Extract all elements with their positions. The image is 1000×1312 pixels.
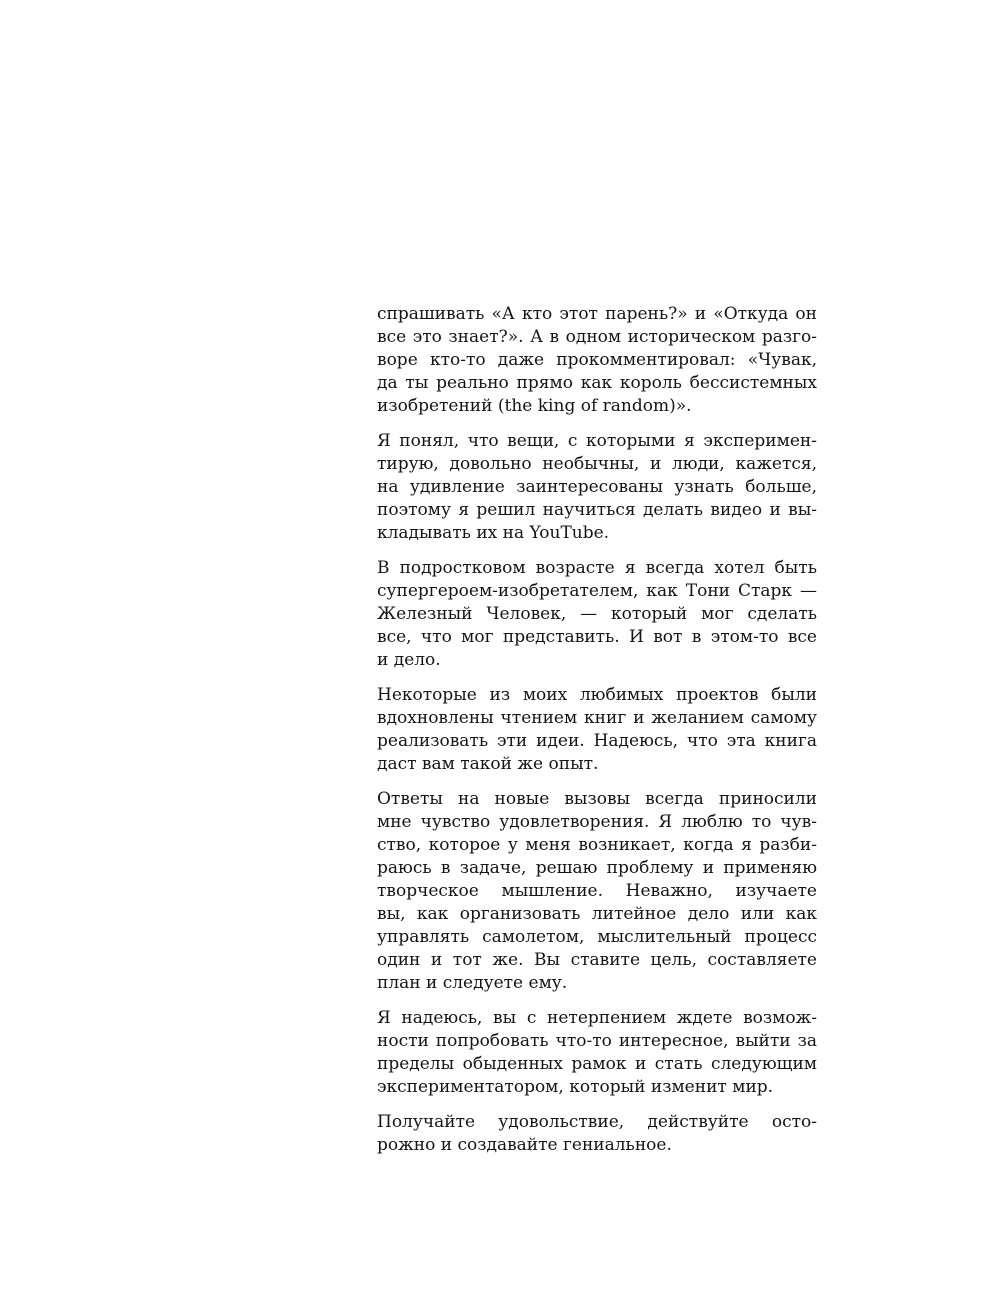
text-line: все, что мог представить. И вот в этом-то все — [377, 627, 817, 647]
text-line: экспериментатором, который изменит мир. — [377, 1077, 774, 1097]
text-line: кладывать их на YouTube. — [377, 523, 610, 543]
text-line: на удивление заинтересованы узнать больше, — [377, 477, 817, 497]
text-line: рожно и создавайте гениальное. — [377, 1135, 672, 1155]
text-line: тирую, довольно необычны, и люди, кажется, — [377, 454, 817, 474]
text-line: даст вам такой же опыт. — [377, 754, 599, 774]
text-column — [377, 303, 817, 1157]
text-line: воре кто-то даже прокомментировал: «Чувак, — [377, 350, 817, 370]
text-line: В подростковом возрасте я всегда хотел быть — [377, 558, 817, 578]
text-line: да ты реально прямо как король бессистемных — [377, 373, 817, 393]
text-line: Некоторые из моих любимых проектов были — [377, 685, 817, 705]
text-line: Железный Человек, — который мог сделать — [377, 604, 817, 624]
text-line: все это знает?». А в одном историческом разго- — [377, 327, 817, 347]
text-line: мне чувство удовлетворения. Я люблю то чув- — [377, 812, 817, 832]
paragraph — [377, 788, 817, 995]
text-line: реализовать эти идеи. Надеюсь, что эта книга — [377, 731, 817, 751]
text-line: вы, как организовать литейное дело или как — [377, 904, 817, 924]
text-line: ности попробовать что-то интересное, выйти за — [377, 1031, 817, 1051]
text-line: спрашивать «А кто этот парень?» и «Откуда он — [377, 304, 817, 324]
text-line: ство, которое у меня возникает, когда я разби- — [377, 835, 817, 855]
text-line: и дело. — [377, 650, 441, 670]
text-line: супергероем-изобретателем, как Тони Старк — — [377, 581, 817, 601]
text-line: Я надеюсь, вы с нетерпением ждете возмож- — [377, 1008, 817, 1028]
text-line: вдохновлены чтением книг и желанием самому — [377, 708, 817, 728]
paragraph — [377, 430, 817, 545]
paragraph — [377, 557, 817, 672]
text-line: раюсь в задаче, решаю проблему и применяю — [377, 858, 817, 878]
text-line: поэтому я решил научиться делать видео и вы- — [377, 500, 817, 520]
text-line: творческое мышление. Неважно, изучаете — [377, 881, 817, 901]
paragraph — [377, 1111, 817, 1157]
paragraph — [377, 1007, 817, 1099]
paragraph — [377, 684, 817, 776]
paragraph — [377, 303, 817, 418]
text-line: план и следуете ему. — [377, 973, 568, 993]
text-line: пределы обыденных рамок и стать следующим — [377, 1054, 817, 1074]
text-line: один и тот же. Вы ставите цель, составляете — [377, 950, 817, 970]
text-line: Я понял, что вещи, с которыми я эксперимен- — [377, 431, 817, 451]
text-line: Получайте удовольствие, действуйте осто- — [377, 1112, 817, 1132]
text-line: изобретений (the king of random)». — [377, 396, 692, 416]
text-line: управлять самолетом, мыслительный процесс — [377, 927, 817, 947]
text-line: Ответы на новые вызовы всегда приносили — [377, 789, 817, 809]
